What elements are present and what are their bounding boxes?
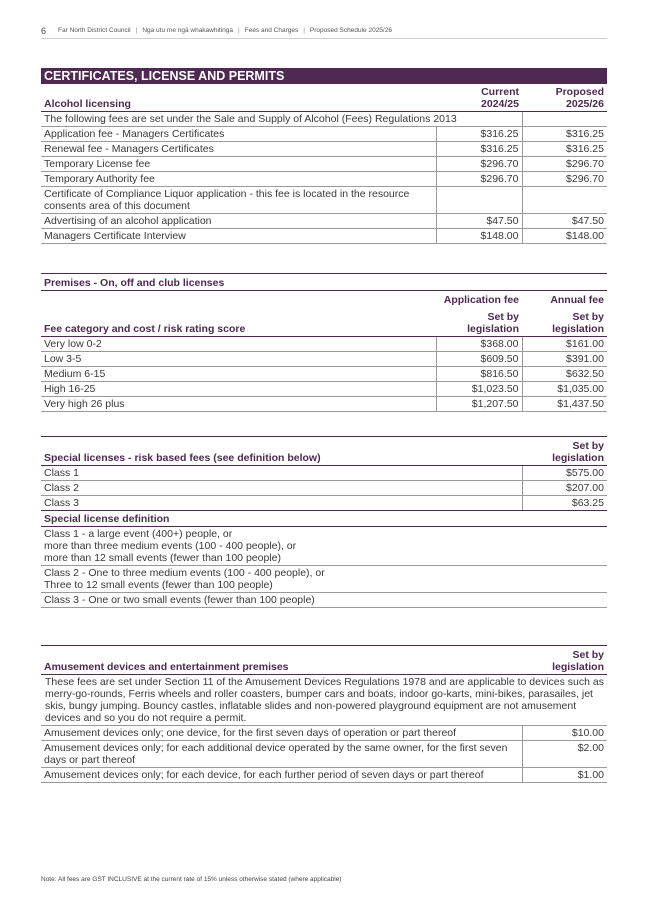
header-maori: Nga utu me ngā whakawhitinga: [142, 27, 234, 34]
premises-table: Premises - On, off and club licenses Application fee Annual fee Fee category and cost / risk rating score Set by legislation Set by legislation Very low 0-2 $368.00 $161.00 Low 3-5 $609.50 $391.00 Medium 6-15 $816.50 $632.50 High 16-25 $1,023.50 $1,035.00 Very high 26 plus $1,207.50 $1,437.50: [41, 273, 607, 412]
table-row: These fees are set under Section 11 of the Amusement Devices Regulations 1978 and are applicable to devices such as merry-go-rounds, Ferris wheels and roller coasters, bumper cars and boats, indoor go-karts, mini-bikes, parasailes, jet skis, bungy jumping. Bouncy castles, inflatable slides and non-powered playground equipment are not amusement devices and so you do not require a permit.: [41, 675, 607, 726]
table-row: Advertising of an alcohol application $47.50 $47.50: [41, 214, 607, 229]
table-row: Medium 6-15 $816.50 $632.50: [41, 367, 607, 382]
table-row: Amusement devices only; one device, for the first seven days of operation or part thereof $10.00: [41, 726, 607, 741]
definition-row: Class 3 - One or two small events (fewer than 100 people): [41, 593, 607, 608]
special-table: Special licenses - risk based fees (see definition below) Set by legislation Class 1 $575.00 Class 2 $207.00 Class 3 $63.25 Special license definition Class 1 - a large event (400+) people, or more than three medium events (100 - 400 people), or more than 12 small events (fewer than 100 people) Class 2 - One to three medium events (100 - 400 people), or Three to 12 small events (fewer than 100 people) Class 3 - One or two small events (fewer than 100 people): [41, 436, 607, 608]
table-row: Temporary License fee $296.70 $296.70: [41, 157, 607, 172]
table-row: Managers Certificate Interview $148.00 $148.00: [41, 229, 607, 244]
table-row: Class 1 $575.00: [41, 466, 607, 481]
table-row: Application fee - Managers Certificates $316.25 $316.25: [41, 127, 607, 142]
amusement-table: Amusement devices and entertainment premises Set by legislation These fees are set under Section 11 of the Amusement Devices Regulations 1978 and are applicable to devices such as merry-go-rounds, Ferris wheels and roller coasters, bumper cars and boats, indoor go-karts, mini-bikes, parasailes, jet skis, bungy jumping. Bouncy castles, inflatable slides and non-powered playground equipment are not amusement devices and so you do not require a permit. Amusement devices only; one device, for the first seven days of operation or part thereof $10.00 Amusement devices only; for each additional device operated by the same owner, for the first seven days or part thereof $2.00 Amusement devices only; for each device, for each further period of seven days or part thereof $1.00: [41, 645, 607, 783]
table-row: Very low 0-2 $368.00 $161.00: [41, 337, 607, 352]
page-number: 6: [41, 25, 47, 36]
header-org: Far North District Council: [58, 27, 131, 34]
definition-row: Class 1 - a large event (400+) people, or more than three medium events (100 - 400 people), or more than 12 small events (fewer than 100 people): [41, 527, 607, 566]
table-row: Certificate of Compliance Liquor application - this fee is located in the resource consents area of this document: [41, 187, 607, 214]
definition-row: Class 2 - One to three medium events (100 - 400 people), or Three to 12 small events (fewer than 100 people): [41, 566, 607, 593]
header-doc: Proposed Schedule 2025/26: [309, 27, 392, 34]
table-row: Temporary Authority fee $296.70 $296.70: [41, 172, 607, 187]
amusement-title: Amusement devices and entertainment premises: [41, 646, 522, 675]
section-banner: CERTIFICATES, LICENSE AND PERMITS: [41, 68, 607, 84]
footnote: Note: All fees are GST INCLUSIVE at the current rate of 15% unless otherwise stated (where applicable): [41, 876, 342, 883]
table-row: Renewal fee - Managers Certificates $316.25 $316.25: [41, 142, 607, 157]
alcohol-title: Alcohol licensing: [41, 85, 436, 112]
table-row: Class 3 $63.25: [41, 496, 607, 511]
premises-title: Premises - On, off and club licenses: [41, 274, 607, 291]
table-row: Amusement devices only; for each device, for each further period of seven days or part thereof $1.00: [41, 768, 607, 783]
table-row: Low 3-5 $609.50 $391.00: [41, 352, 607, 367]
page-header: 6 Far North District Council | Nga utu me ngā whakawhitinga | Fees and Charges | Proposed Schedule 2025/26: [41, 23, 607, 39]
header-section: Fees and Charges: [244, 27, 299, 34]
alcohol-table: [41, 85, 607, 244]
table-row: The following fees are set under the Sale and Supply of Alcohol (Fees) Regulations 2013: [41, 112, 607, 127]
table-row: Very high 26 plus $1,207.50 $1,437.50: [41, 397, 607, 412]
special-def-title: Special license definition: [41, 511, 607, 527]
special-title: Special licenses - risk based fees (see definition below): [41, 437, 522, 466]
table-row: Amusement devices only; for each additional device operated by the same owner, for the first seven days or part thereof $2.00: [41, 741, 607, 768]
alcohol-header: Alcohol licensing Current 2024/25 Proposed 2025/26: [41, 85, 607, 112]
table-row: Class 2 $207.00: [41, 481, 607, 496]
table-row: High 16-25 $1,023.50 $1,035.00: [41, 382, 607, 397]
